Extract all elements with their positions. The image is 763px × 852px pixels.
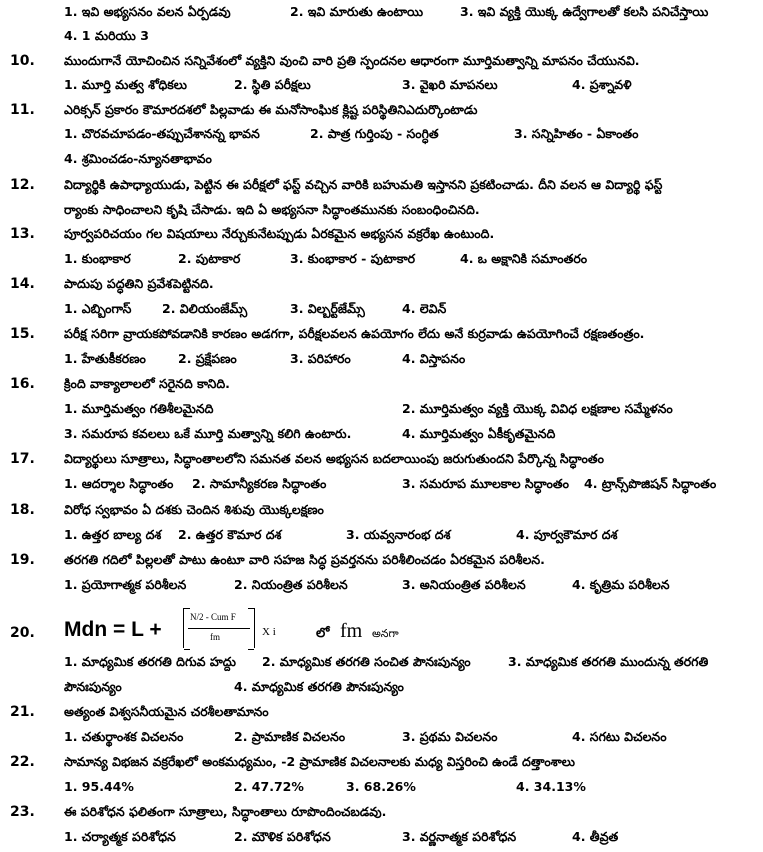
question-number: 21. (10, 704, 35, 720)
option: 1. చొరవచూపడం-తప్పుచేశానన్న భావన (64, 126, 260, 141)
formula-bracket (183, 608, 255, 648)
option: 1. ఇవి అభ్యసనం వలన ఏర్పడవు (64, 4, 231, 19)
option: 3. వర్ణనాత్మక పరిశోధన (402, 829, 517, 844)
option: 4. మూర్తిమత్వం ఏకీకృతమైనది (402, 426, 556, 441)
option: 1. చర్యాత్మక పరిశోధన (64, 829, 176, 844)
q13-options (0, 247, 763, 271)
question-text: పరీక్ష సరిగా వ్రాయకపోవడానికి కారణం అడగగా, పరీక్షలవలన ఉపయోగం లేదు అనే కుర్రవాడు ఉపయోగించే రక్షణతంత్రం. (64, 326, 645, 341)
option: 2. సామాన్యీకరణ సిద్ధాంతం (192, 476, 327, 491)
q10-options (0, 73, 763, 97)
q16-options-a (0, 397, 763, 421)
question-text: ర్యాంకు సాధించాలని కృషి చేసాడు. ఇది ఏ అభ్యసనా సిద్ధాంతమునకు సంబంధించినది. (64, 202, 480, 217)
option: 4. 1 మరియు 3 (64, 28, 149, 43)
question-text: తరగతి గదిలో పిల్లలతో పాటు ఉంటూ వారి సహజ సిద్ధ ప్రవర్తనను పరిశీలించడం ఏరకమైన పరిశీలన. (64, 552, 545, 567)
formula-fm: fm (340, 620, 363, 642)
question-text: విద్యార్థులు సూత్రాలు, సిద్ధాంతాలలోని సమనత వలన అభ్యసన బదలాయింపు జరుగుతుందని పేర్కొన్న సిద్ధాంతం (64, 451, 604, 466)
q11-options-a (0, 122, 763, 146)
option: 4. శ్రమించడం-న్యూనతాభావం (64, 151, 212, 166)
formula-xi: X i (262, 626, 276, 638)
q17-options (0, 472, 763, 496)
option: 2. మూర్తిమత్వం వ్యక్తి యొక్క వివిధ లక్షణాల సమ్మేళనం (402, 401, 673, 416)
question-23 (0, 800, 763, 824)
option: 2. ప్రామాణిక విచలనం (234, 729, 346, 744)
option: పౌనఃపున్యం (64, 679, 122, 694)
question-12-cont (0, 198, 763, 222)
option: 1. 95.44% (64, 779, 134, 794)
question-text: ముందుగానే యోచించిన సన్నివేశంలో వ్యక్తిని వుంచి వారి ప్రతి స్పందనల ఆధారంగా మూర్తిమత్వాన్ని మాపనం చేయునవి. (64, 53, 640, 68)
option: 1. ఆదర్శాల సిద్ధాంతం (64, 476, 174, 491)
question-number: 22. (10, 754, 35, 770)
question-21 (0, 700, 763, 724)
option: 3. కుంభాకార - పుటాకార (290, 251, 416, 266)
q11-options-b (0, 147, 763, 171)
option: 1. చతుర్థాంశక విచలనం (64, 729, 184, 744)
question-16 (0, 372, 763, 396)
line-q9-options-a (0, 0, 763, 24)
question-10 (0, 49, 763, 73)
question-text: సామాన్య విభజన వక్రరేఖలో అంకమధ్యమం, -2 ప్రామాణిక విచలనాలకు మధ్య విస్తరించి ఉండే దత్తాంశాలు (64, 754, 575, 769)
question-text: అత్యంత విశ్వసనీయమైన చరశీలతామానం (64, 704, 269, 719)
option: 3. 68.26% (346, 779, 416, 794)
q21-options (0, 725, 763, 749)
option: 2. మౌళిక పరిశోధన (234, 829, 331, 844)
option: 1. ఎబ్బింగాస్ (64, 301, 132, 316)
line-q9-options-b (0, 24, 763, 48)
q20-options-b (0, 675, 763, 699)
option: 3. మాధ్యమిక తరగతి ముందున్న తరగతి (508, 654, 709, 669)
option: 2. మాధ్యమిక తరగతి సంచిత పౌనఃపున్యం (262, 654, 471, 669)
question-text: పాదుపు పద్ధతిని ప్రవేశపెట్టినది. (64, 276, 214, 291)
formula-anaga: అనగా (372, 627, 399, 640)
option: 4. పూర్వకౌమార దశ (516, 527, 618, 542)
question-17 (0, 447, 763, 471)
option: 4. తీవ్రత (572, 829, 619, 844)
option: 4. కృత్రిమ పరిశీలన (572, 577, 670, 592)
fraction-rule (188, 628, 250, 629)
question-number: 13. (10, 226, 35, 242)
option: 2. ప్రక్షేపణం (178, 351, 237, 366)
option: 2. పాత్ర గుర్తింపు - సంగ్ధిత (310, 126, 439, 141)
question-number: 12. (10, 177, 35, 193)
question-12 (0, 173, 763, 197)
option: 4. ట్రాన్స్‌పొజిషన్ సిద్ధాంతం (584, 476, 717, 491)
question-18 (0, 498, 763, 522)
option: 1. మూర్తిమత్వం గతిశీలమైనది (64, 401, 214, 416)
option: 1. మూర్తి మత్వ శోధికలు (64, 77, 187, 92)
option: 4. 34.13% (516, 779, 586, 794)
option: 2. ఉత్తర కౌమార దశ (178, 527, 282, 542)
question-number: 11. (10, 102, 35, 118)
option: 2. 47.72% (234, 779, 304, 794)
option: 3. యవ్వనారంభ దశ (346, 527, 451, 542)
q20-options-a (0, 650, 763, 674)
option: 2. విలియంజేమ్స్ (162, 301, 248, 316)
option: 3. ఇవి వ్యక్తి యొక్క ఉద్వేగాలతో కలసి పనిచేస్తాయి (460, 4, 709, 19)
question-13 (0, 222, 763, 246)
question-22 (0, 750, 763, 774)
formula-lo: లో (316, 626, 330, 641)
option: 4. ఒ అక్షానికి సమాంతరం (460, 251, 588, 266)
option: 4. ప్రశ్నావళి (572, 77, 632, 92)
median-formula-lhs: Mdn = L + (64, 618, 162, 641)
question-text: ఈ పరిశోధన ఫలితంగా సూత్రాలు, సిద్ధాంతాలు రూపొందించబడవు. (64, 804, 387, 819)
option: 1. హేతుకీకరణం (64, 351, 146, 366)
question-number: 16. (10, 376, 35, 392)
question-number: 23. (10, 804, 35, 820)
option: 1. ప్రయోగాత్మక పరిశీలన (64, 577, 187, 592)
formula-denominator: fm (210, 632, 220, 642)
option: 3. పరిహారం (290, 351, 351, 366)
q19-options (0, 573, 763, 597)
option: 3. వైఖరి మాపనలు (402, 77, 498, 92)
q18-options (0, 523, 763, 547)
option: 4. మాధ్యమిక తరగతి పౌనఃపున్యం (234, 679, 404, 694)
formula-numerator: N/2 - Cum F (190, 612, 236, 622)
option: 4. లెవిన్ (402, 301, 447, 316)
option: 2. పుటాకార (178, 251, 241, 266)
question-number: 19. (10, 552, 35, 568)
q16-options-b (0, 422, 763, 446)
option: 4. సగటు విచలనం (572, 729, 667, 744)
question-19 (0, 548, 763, 572)
q23-options (0, 825, 763, 849)
option: 3. సమరూప కవలలు ఒకే మూర్తి మత్వాన్ని కలిగి ఉంటారు. (64, 426, 352, 441)
question-text: విద్యార్థికి ఉపాధ్యాయుడు, పెట్టిన ఈ పరీక్షలో ఫస్ట్ వచ్చిన వారికి బహుమతి ఇస్తానని ప్రకటించాడు. దీని వలన ఆ విద్యార్థి ఫస్ట్ (64, 177, 663, 192)
option: 1. మాధ్యమిక తరగతి దిగువ హద్దు (64, 654, 236, 669)
option: 2. స్థితి పరీక్షలు (234, 77, 311, 92)
option: 3. ప్రథమ విచలనం (402, 729, 498, 744)
question-text: విరోధ స్వభావం ఏ దశకు చెందిన శిశువు యొక్కలక్షణం (64, 502, 324, 517)
question-number: 17. (10, 451, 35, 467)
question-text: క్రింది వాక్యాలాలలో సరైనది కానిది. (64, 376, 230, 391)
question-number: 10. (10, 53, 35, 69)
question-number: 15. (10, 326, 35, 342)
q14-options (0, 297, 763, 321)
question-15 (0, 322, 763, 346)
option: 1. కుంభాకార (64, 251, 131, 266)
option: 3. అనియంత్రిత పరిశీలన (402, 577, 526, 592)
option: 3. విల్బర్ట్‌జేమ్స్ (290, 301, 365, 316)
option: 3. సన్నిహితం - ఏకాంతం (514, 126, 639, 141)
question-14 (0, 272, 763, 296)
q15-options (0, 347, 763, 371)
option: 2. ఇవి మారుతు ఉంటాయి (290, 4, 424, 19)
question-number: 14. (10, 276, 35, 292)
option: 2. నియంత్రిత పరిశీలన (234, 577, 348, 592)
question-11 (0, 98, 763, 122)
option: 1. ఉత్తర బాల్య దశ (64, 527, 162, 542)
q22-options (0, 775, 763, 799)
option: 4. విస్తాపనం (402, 351, 466, 366)
option: 3. సమరూప మూలకాల సిద్ధాంతం (402, 476, 569, 491)
question-number: 18. (10, 502, 35, 518)
question-text: పూర్వపరిచయం గల విషయాలు నేర్చుకునేటప్పుడు ఏరకమైన అభ్యసన వక్రరేఖ ఉంటుంది. (64, 226, 495, 241)
question-number: 20. (10, 625, 35, 641)
question-text: ఎరిక్సన్ ప్రకారం కౌమారదశలో పిల్లవాడు ఈ మనోసాంఘిక క్లిష్ట పరిస్థితినిఎదుర్కొంటాడు (64, 102, 478, 117)
